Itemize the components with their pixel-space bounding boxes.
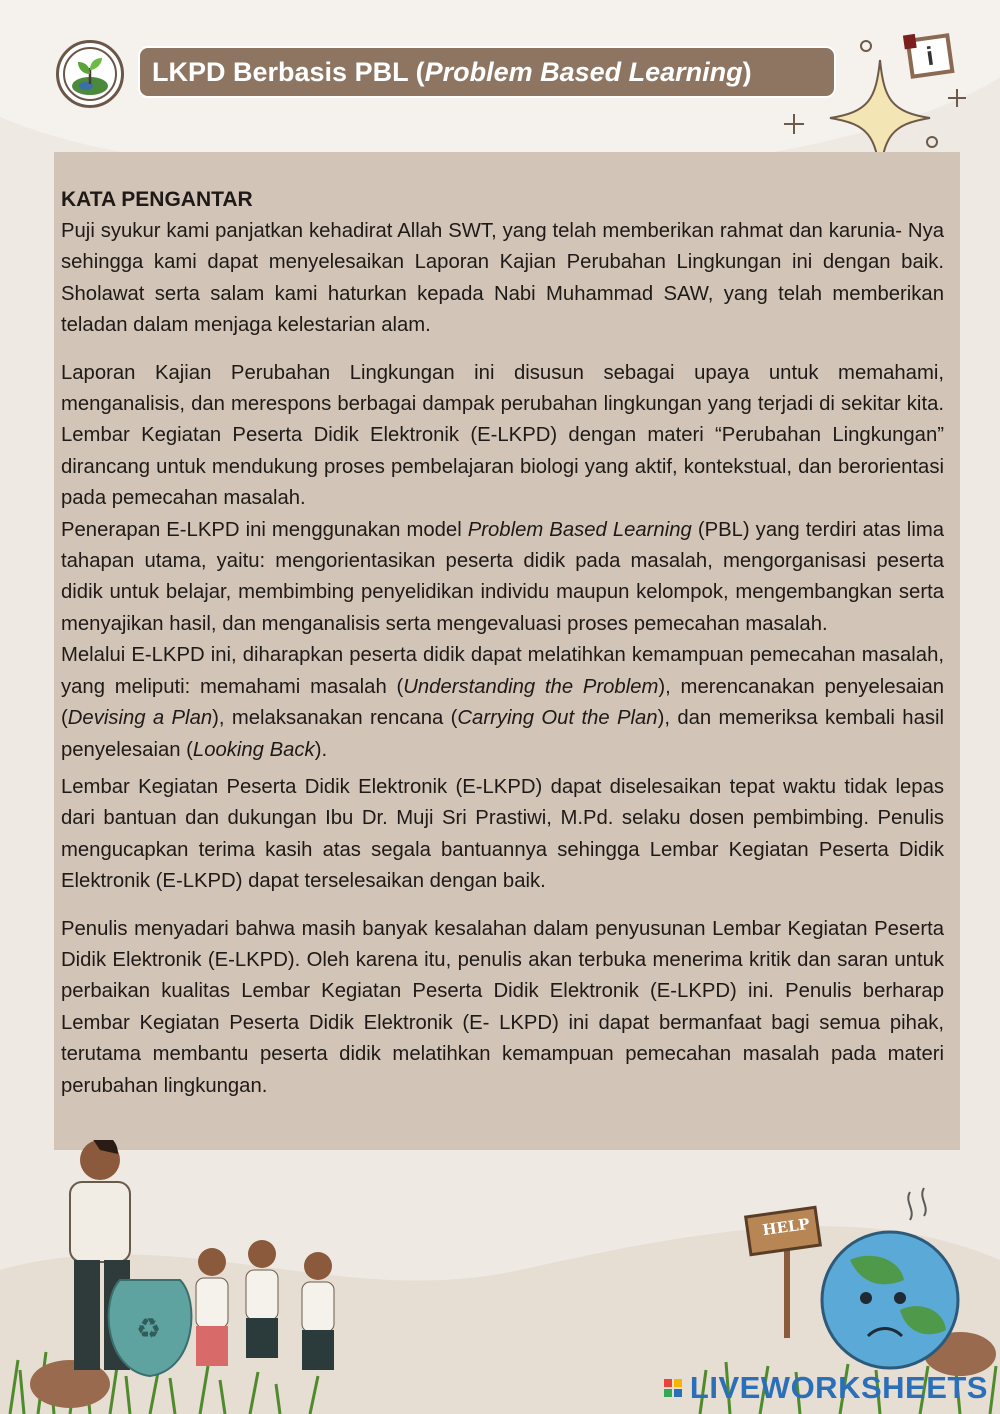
svg-text:♻: ♻ [136, 1312, 162, 1345]
paragraph-4 [61, 640, 944, 766]
section-heading: KATA PENGANTAR [61, 188, 253, 211]
paragraph-4-text-b: ), merencanakan penyelesaian ( [61, 675, 945, 730]
info-badge-label: i [924, 40, 936, 71]
content-box [54, 152, 960, 1150]
paragraph-6: Penulis menyadari bahwa masih banyak kesalahan dalam penyusunan Lembar Kegiatan Peserta Didik Elektronik (E-LKPD). Oleh karena itu, penulis akan terbuka menerima kritik dan saran untuk perbaikan kualitas Lembar Kegiatan Peserta Didik Elektronik (E-LKPD) ini. Penulis berharap Lembar Kegiatan Peserta Didik Elektronik (E- LKPD) ini dapat bermanfaat bagi semua pihak, terutama membantu peserta didik melatihkan kemampuan pemecahan masalah pada materi perubahan lingkungan. [61, 917, 944, 1097]
paragraph-4-text-d: ), dan memeriksa kembali hasil penyelesaian ( [61, 707, 944, 761]
help-sign-text: HELP [761, 1214, 811, 1240]
title-prefix: LKPD Berbasis PBL ( [152, 57, 425, 87]
paragraph-3-text-a: Penerapan E-LKPD ini menggunakan model [61, 518, 468, 541]
paragraph-2: Laporan Kajian Perubahan Lingkungan ini disusun sebagai upaya untuk memahami, menganalisis, dan merespons berbagai dampak perubahan lingkungan yang terjadi di sekitar kita. Lembar Kegiatan Peserta Didik Elektronik (E-LKPD) dengan materi “Perubahan Lingkungan” dirancang untuk mendukung proses pembelajaran biologi yang aktif, kontekstual, dan berorientasi pada pemecahan masalah. [61, 361, 944, 510]
watermark-text: LIVEWORKSHEETS [689, 1370, 988, 1405]
paragraph-4-italic-1: Understanding the Problem [403, 675, 659, 698]
paragraph-4-italic-4: Looking Back [192, 738, 315, 761]
title-suffix: ) [742, 57, 752, 87]
paragraph-4-text-e: ). [314, 738, 328, 761]
liveworksheets-logo[interactable] [664, 1370, 988, 1406]
paragraph-4-text-c: ), melaksanakan rencana ( [212, 707, 458, 730]
paragraph-3-italic: Problem Based Learning [467, 518, 692, 541]
paragraph-3 [61, 515, 944, 641]
liveworksheets-mark-icon [664, 1379, 682, 1397]
title-italic: Problem Based Learning [424, 57, 743, 87]
paragraph-4-text-a: Melalui E-LKPD ini, diharapkan peserta didik dapat melatihkan kemampuan pemecahan masalah, yang meliputi: memahami masalah ( [61, 644, 944, 698]
paragraph-4-italic-3: Carrying Out the Plan [457, 707, 658, 730]
page-title [138, 46, 836, 98]
paragraph-3-text-b: (PBL) yang terdiri atas lima tahapan utama, yaitu: mengorientasikan peserta didik pada masalah, mengorganisasi peserta didik untuk belajar, membimbing penyelidikan individu maupun kelompok, mengembangkan serta menyajikan hasil, dan menganalisis serta mengevaluasi proses pemecahan masalah. [61, 518, 944, 635]
paragraph-5: Lembar Kegiatan Peserta Didik Elektronik (E-LKPD) dapat diselesaikan tepat waktu tidak lepas dari bantuan dan dukungan Ibu Dr. Muji Sri Prastiwi, M.Pd. selaku dosen pembimbing. Penulis mengucapkan terima kasih atas segala bantuannya sehingga Lembar Kegiatan Peserta Didik Elektronik (E-LKPD) dapat terselesaikan dengan baik. [61, 775, 944, 893]
paragraph-4-italic-2: Devising a Plan [67, 707, 213, 730]
earth-plant-icon [56, 40, 124, 108]
paragraph-1: Puji syukur kami panjatkan kehadirat Allah SWT, yang telah memberikan rahmat dan karunia- Nya sehingga kami dapat menyelesaikan Laporan Kajian Perubahan Lingkungan ini dengan baik. Sholawat serta salam kami haturkan kepada Nabi Muhammad SAW, yang telah memberikan teladan dalam menjaga kelestarian alam. [61, 220, 944, 337]
